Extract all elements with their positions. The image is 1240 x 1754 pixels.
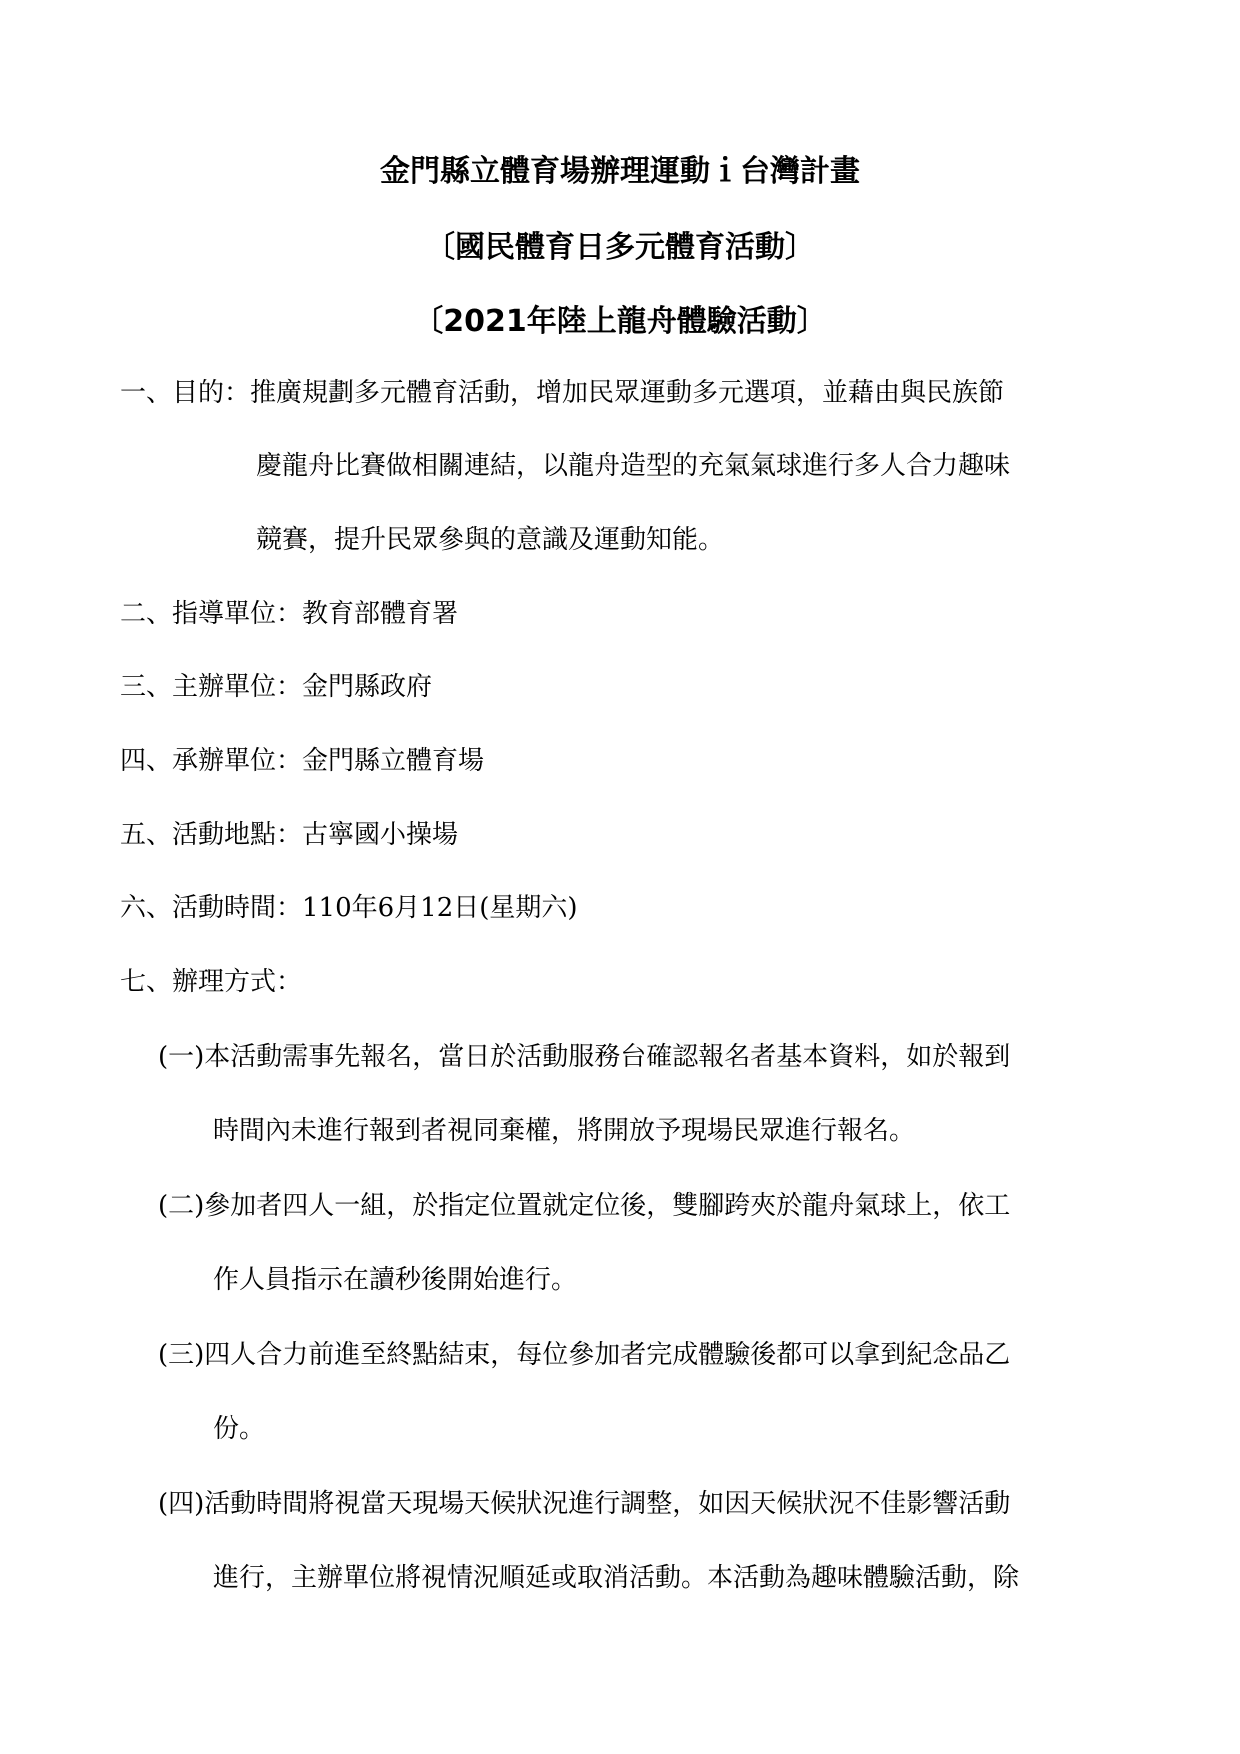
section-text: 承辦單位：金門縣立體育場 [172, 746, 485, 776]
section-purpose-line-3: 競賽，提升民眾參與的意識及運動知能。 [256, 525, 725, 555]
section-text: 目的：推廣規劃多元體育活動，增加民眾運動多元選項，並藉由與民族節 [172, 378, 1005, 408]
item-text: 本活動需事先報名，當日於活動服務台確認報名者基本資料，如於報到 [204, 1042, 1011, 1072]
section-number: 六、 [120, 893, 173, 923]
section-number: 三、 [120, 672, 173, 702]
method-item-2-line-2: 作人員指示在讀秒後開始進行。 [213, 1265, 578, 1295]
section-text: 活動地點：古寧國小操場 [172, 820, 459, 850]
item-text: 四人合力前進至終點結束，每位參加者完成體驗後都可以拿到紀念品乙 [204, 1340, 1011, 1370]
method-item-1-line-2: 時間內未進行報到者視同棄權，將開放予現場民眾進行報名。 [213, 1116, 916, 1146]
plan-title: 金門縣立體育場辦理運動ｉ台灣計畫 [380, 154, 860, 189]
method-item-4-line-2: 進行，主辦單位將視情況順延或取消活動。本活動為趣味體驗活動，除 [213, 1563, 1020, 1593]
section-executor [120, 743, 484, 779]
section-method [120, 964, 302, 1000]
section-number: 五、 [120, 820, 173, 850]
subtitle-dragon-boat-event: 〔2021年陸上龍舟體驗活動〕 [413, 304, 827, 339]
item-number: (一) [158, 1042, 205, 1072]
section-purpose-line-2: 慶龍舟比賽做相關連結，以龍舟造型的充氣氣球進行多人合力趣味 [256, 451, 1011, 481]
section-text: 指導單位：教育部體育署 [172, 599, 459, 629]
section-text: 主辦單位：金門縣政府 [172, 672, 433, 702]
method-item-2 [158, 1188, 1010, 1224]
section-organizer [120, 669, 432, 705]
section-text: 辦理方式： [172, 967, 303, 997]
subtitle-national-sports-day: 〔國民體育日多元體育活動〕 [425, 230, 815, 265]
section-number: 二、 [120, 599, 173, 629]
method-item-3-line-2: 份。 [213, 1414, 266, 1444]
method-item-3 [158, 1337, 1010, 1373]
item-text: 參加者四人一組，於指定位置就定位後，雙腳跨夾於龍舟氣球上，依工 [204, 1191, 1011, 1221]
section-purpose [120, 375, 1004, 411]
method-item-4 [158, 1486, 1010, 1522]
section-number: 七、 [120, 967, 173, 997]
method-item-1 [158, 1039, 1010, 1075]
section-number: 一、 [120, 378, 173, 408]
section-text: 活動時間：110年6月12日(星期六) [172, 893, 578, 923]
section-venue [120, 817, 458, 853]
section-number: 四、 [120, 746, 173, 776]
item-number: (三) [158, 1340, 205, 1370]
section-time [120, 890, 578, 926]
item-number: (二) [158, 1191, 205, 1221]
item-number: (四) [158, 1489, 205, 1519]
section-guidance [120, 596, 458, 632]
item-text: 活動時間將視當天現場天候狀況進行調整，如因天候狀況不佳影響活動 [204, 1489, 1011, 1519]
